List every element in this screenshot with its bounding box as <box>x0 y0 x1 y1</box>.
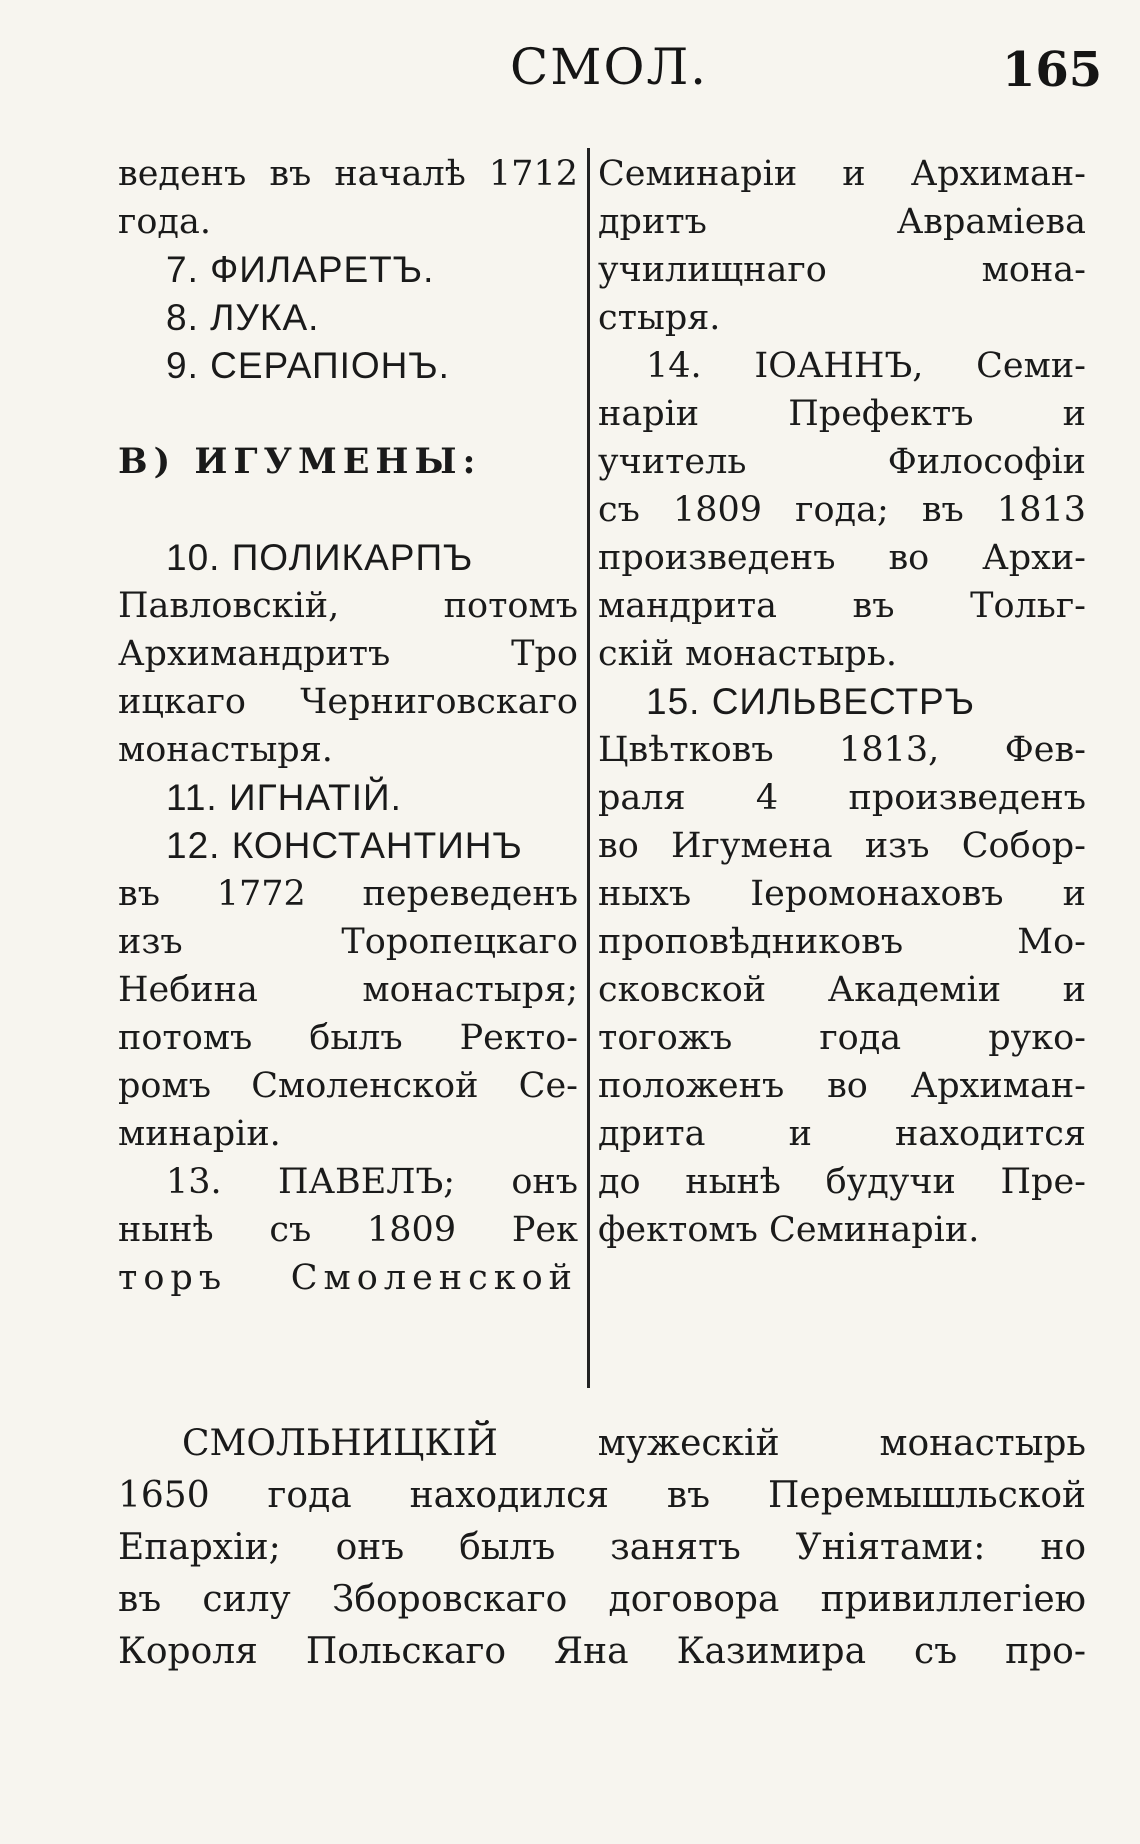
column-divider <box>587 148 590 1388</box>
text-line: съ 1809 года; въ 1813 <box>598 490 1086 530</box>
entry-heading: 7. ФИЛАРЕТЪ. <box>166 249 435 290</box>
right-column <box>598 150 1086 1254</box>
section-heading: В) ИГУМЕНЫ: <box>118 441 482 482</box>
text-line: СМОЛЬНИЦКІЙ мужескій монастырь <box>182 1423 1086 1464</box>
text-line: стыря. <box>598 298 721 338</box>
page-header <box>0 38 1140 118</box>
text-line: Короля Польскаго Яна Казимира съ про- <box>118 1631 1086 1672</box>
text-line: минаріи. <box>118 1114 281 1154</box>
entry-heading: 13. ПАВЕЛЪ; онъ <box>166 1162 578 1202</box>
entry-heading: 10. ПОЛИКАРПЪ <box>166 537 474 578</box>
bottom-paragraph <box>118 1418 1086 1678</box>
text-line: ицкаго Черниговскаго <box>118 682 578 722</box>
text-line: во Игумена изъ Собор- <box>598 826 1086 866</box>
text-line: Архимандритъ Тро <box>118 634 578 674</box>
blank-line <box>118 390 578 438</box>
text-line: проповѣдниковъ Мо- <box>598 922 1086 962</box>
text-line: мандрита въ Тольг- <box>598 586 1086 626</box>
text-line: Семинаріи и Архиман- <box>598 154 1086 194</box>
text-line: потомъ былъ Ректо- <box>118 1018 578 1058</box>
text-line: до нынѣ будучи Пре- <box>598 1162 1086 1202</box>
text-line: тогожъ года руко- <box>598 1018 1086 1058</box>
text-line: учитель Философіи <box>598 442 1086 482</box>
text-line: училищнаго мона- <box>598 250 1086 290</box>
text-line: раля 4 произведенъ <box>598 778 1086 818</box>
text-line: скій монастырь. <box>598 634 898 674</box>
text-line: года. <box>118 202 211 242</box>
text-line: дритъ Авраміева <box>598 202 1086 242</box>
text-line: торъ Смоленской <box>118 1258 578 1298</box>
entry-heading: 9. СЕРАПІОНЪ. <box>166 345 450 386</box>
page-number: 165 <box>1002 42 1103 98</box>
entry-heading: 8. ЛУКА. <box>166 297 320 338</box>
text-line: веденъ въ началѣ 1712 <box>118 154 578 194</box>
text-line: въ 1772 переведенъ <box>118 874 578 914</box>
entry-heading: 15. СИЛЬВЕСТРЪ <box>646 681 976 722</box>
text-line: произведенъ во Архи- <box>598 538 1086 578</box>
entry-heading: 11. ИГНАТІЙ. <box>166 777 402 818</box>
text-line: сковской Академіи и <box>598 970 1086 1010</box>
left-column <box>118 150 578 1302</box>
entry-heading: 12. КОНСТАНТИНЪ <box>166 825 523 866</box>
text-line: въ силу Зборовскаго договора привиллегіею <box>118 1579 1086 1620</box>
text-line: дрита и находится <box>598 1114 1086 1154</box>
text-line: ныхъ Іеромонаховъ и <box>598 874 1086 914</box>
text-line: Небина монастыря; <box>118 970 578 1010</box>
text-line: 1650 года находился въ Перемышльской <box>118 1475 1086 1516</box>
text-line: наріи Префектъ и <box>598 394 1086 434</box>
blank-line <box>118 486 578 534</box>
text-line: Цвѣтковъ 1813, Фев- <box>598 730 1086 770</box>
text-line: изъ Торопецкаго <box>118 922 578 962</box>
text-line: ромъ Смоленской Се- <box>118 1066 578 1106</box>
text-line: Епархіи; онъ былъ занятъ Уніятами: но <box>118 1527 1086 1568</box>
running-head: СМОЛ. <box>510 38 709 96</box>
text-line: нынѣ съ 1809 Рек <box>118 1210 578 1250</box>
text-line: положенъ во Архиман- <box>598 1066 1086 1106</box>
text-line: Павловскій, потомъ <box>118 586 578 626</box>
text-line: фектомъ Семинаріи. <box>598 1210 980 1250</box>
entry-heading: 14. ІОАННЪ, Семи- <box>646 346 1086 386</box>
text-line: монастыря. <box>118 730 333 770</box>
